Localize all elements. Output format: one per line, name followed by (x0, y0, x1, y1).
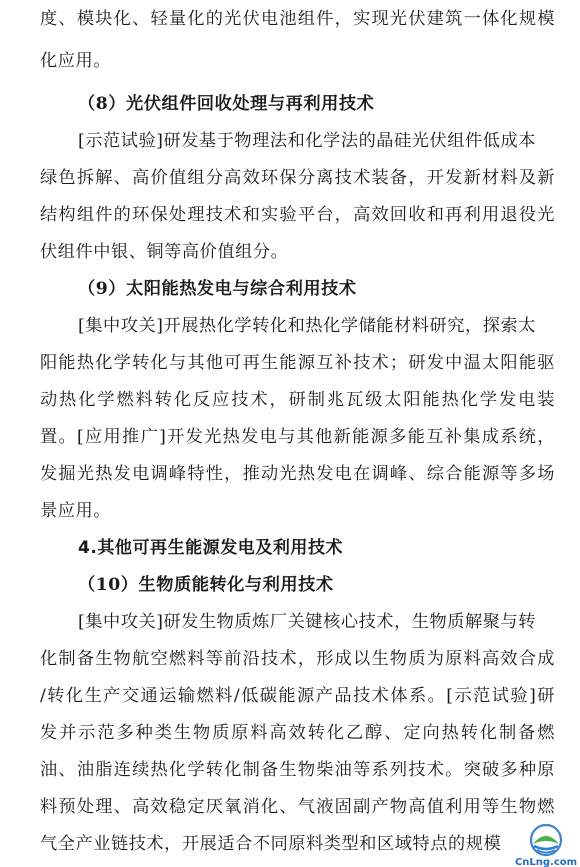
paragraph-line: 景应用。 (40, 501, 111, 521)
paragraph-line: 伏组件中银、铜等高价值组分。 (40, 242, 289, 262)
watermark-text: CnLng.com (515, 857, 577, 867)
paragraph-line: 阳能热化学转化与其他可再生能源互补技术；研发中温太阳能驱 (40, 353, 555, 373)
paragraph-line: 绿色拆解、高价值组分高效环保分离技术装备，开发新材料及新 (40, 168, 555, 188)
paragraph-line: [集中攻关]开展热化学转化和热化学储能材料研究，探索太 (78, 316, 536, 336)
paragraph-line: 气全产业链技术，开展适合不同原料类型和区域特点的规模 (40, 834, 502, 854)
paragraph-line: 结构组件的环保处理技术和实验平台，高效回收和再利用退役光 (40, 205, 555, 225)
paragraph-line: 化应用。 (40, 51, 111, 71)
paragraph-line: 置。[应用推广]开发光热发电与其他新能源多能互补集成系统， (40, 427, 555, 447)
paragraph-line: 化制备生物航空燃料等前沿技术，形成以生物质为原料高效合成 (40, 649, 555, 669)
paragraph-line: [示范试验]研发基于物理法和化学法的晶硅光伏组件低成本 (78, 131, 536, 151)
paragraph-line: 料预处理、高效稳定厌氧消化、气液固副产物高值利用等生物燃 (40, 797, 555, 817)
paragraph-line: 油、油脂连续热化学转化制备生物柴油等系列技术。突破多种原 (40, 760, 555, 780)
paragraph-line: 发掘光热发电调峰特性，推动光热发电在调峰、综合能源等多场 (40, 464, 555, 484)
paragraph-line: 动热化学燃料转化反应技术，研制兆瓦级太阳能热化学发电装 (40, 390, 555, 410)
section-heading-9: （9）太阳能热发电与综合利用技术 (78, 279, 357, 299)
cnlng-watermark-logo (515, 822, 577, 867)
paragraph-line: 发并示范多种类生物质原料高效转化乙醇、定向热转化制备燃 (40, 723, 555, 743)
paragraph-line: 度、模块化、轻量化的光伏电池组件，实现光伏建筑一体化规模 (40, 9, 555, 29)
section-heading-10: （10）生物质能转化与利用技术 (78, 575, 334, 595)
paragraph-line: [集中攻关]研发生物质炼厂关键核心技术，生物质解聚与转 (78, 612, 536, 632)
section-heading-4: 4.其他可再生能源发电及利用技术 (78, 538, 344, 558)
section-heading-8: （8）光伏组件回收处理与再利用技术 (78, 94, 375, 114)
paragraph-line: /转化生产交通运输燃料/低碳能源产品技术体系。[示范试验]研 (40, 686, 555, 706)
